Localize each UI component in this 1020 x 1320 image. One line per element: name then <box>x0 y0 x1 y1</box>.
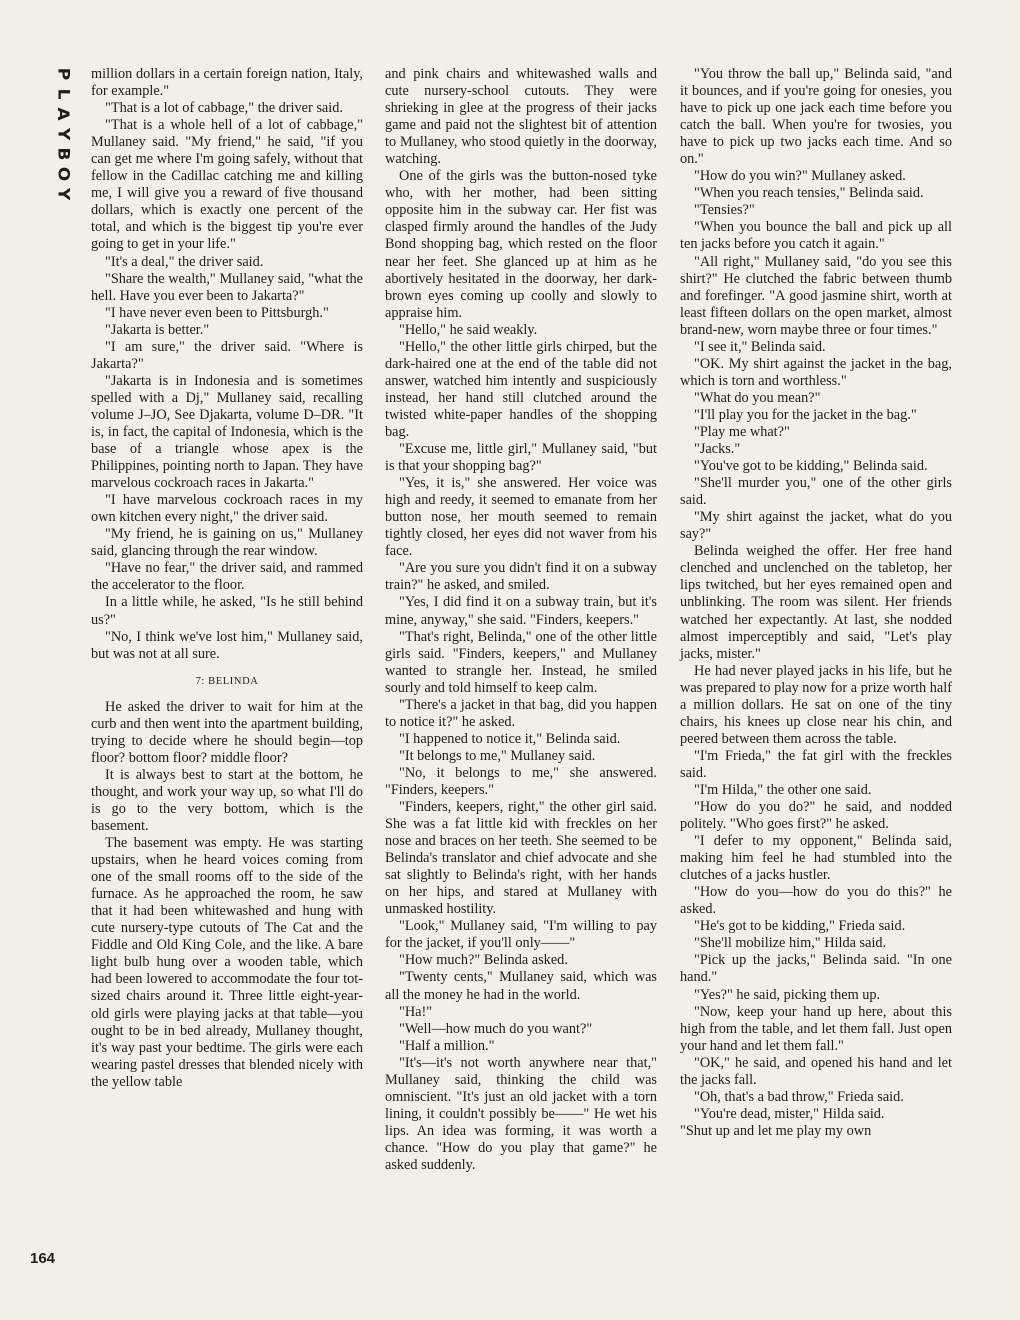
masthead-vertical <box>51 64 76 204</box>
paragraph: "Twenty cents," Mullaney said, which was all the money he had in the world. <box>385 969 657 1003</box>
masthead-letter: B <box>53 147 73 161</box>
masthead-letter: Y <box>53 127 73 141</box>
paragraph: "How do you do?" he said, and nodded politely. "Who goes first?" he asked. <box>680 799 952 833</box>
paragraph: "I have never even been to Pittsburgh." <box>105 304 329 321</box>
paragraph: "Shut up and let me play my own <box>680 1122 872 1139</box>
paragraph: "When you reach tensies," Belinda said. <box>694 185 924 202</box>
paragraph: He had never played jacks in his life, but he was prepared to play now for a prize worth half a million dollars. He sat on one of the tiny chairs, his knees up close near his chin, and peered between them across the table. <box>680 662 952 747</box>
masthead-letter: P <box>53 67 73 81</box>
paragraph: "She'll murder you," one of the other girls said. <box>680 475 952 509</box>
paragraph: "I see it," Belinda said. <box>694 338 826 355</box>
paragraph: "How much?" Belinda asked. <box>399 952 568 969</box>
paragraph: "I defer to my opponent," Belinda said, making him feel he had stumbled into the clutches of a jacks hustler. <box>680 833 952 884</box>
paragraph: "No, I think we've lost him," Mullaney said, but was not at all sure. <box>91 628 363 662</box>
paragraph: "All right," Mullaney said, "do you see this shirt?" He clutched the fabric between thumb and forefinger. "A good jasmine shirt, worth at least fifteen dollars on the open market, almost brand-new, worn maybe three or four times." <box>680 253 952 338</box>
paragraph: "You've got to be kidding," Belinda said. <box>694 458 928 475</box>
paragraph: "OK," he said, and opened his hand and let the jacks fall. <box>680 1054 952 1088</box>
paragraph: "Half a million." <box>399 1037 495 1054</box>
masthead-letter: L <box>53 88 73 100</box>
paragraph: The basement was empty. He was starting upstairs, when he heard voices coming from one of the small rooms off to the side of the furnace. As he approached the room, he saw that it had been whitewashed and hung with cute nursery-type cutouts of The Cat and the Fiddle and Old King Cole, and the like. A bare light bulb hung over a wooden table, which had been lowered to accommodate the four tot-sized chairs around it. Three little eight-year-old girls were playing jacks at that table—you ought to be in bed already, Mullaney thought, it's way past your bedtime. The girls were each wearing pastel dresses that blended nicely with the yellow table <box>91 835 363 1090</box>
paragraph: "Now, keep your hand up here, about this high from the table, and let them fall. Just open your hand and let them fall." <box>680 1003 952 1054</box>
paragraph: "Yes, I did find it on a subway train, but it's mine, anyway," she said. "Finders, keepers." <box>385 594 657 628</box>
paragraph: "There's a jacket in that bag, did you happen to notice it?" he asked. <box>385 696 657 730</box>
paragraph: "I happened to notice it," Belinda said. <box>399 730 621 747</box>
masthead-letter: Y <box>53 187 73 201</box>
paragraph: "How do you—how do you do this?" he asked. <box>680 884 952 918</box>
paragraph: "Well—how much do you want?" <box>399 1020 593 1037</box>
paragraph: "She'll mobilize him," Hilda said. <box>694 935 887 952</box>
paragraph: "That's right, Belinda," one of the other little girls said. "Finders, keepers," and Mullaney wanted to strangle her. Instead, he smiled sourly and told himself to keep calm. <box>385 628 657 696</box>
paragraph: "Yes, it is," she answered. Her voice was high and reedy, it seemed to emanate from her button nose, her mouth seemed to remain tightly closed, her eyes did not waver from his face. <box>385 475 657 560</box>
paragraph: "Are you sure you didn't find it on a subway train?" he asked, and smiled. <box>385 560 657 594</box>
paragraph: "Share the wealth," Mullaney said, "what the hell. Have you ever been to Jakarta?" <box>91 270 363 304</box>
paragraph: "Hello," he said weakly. <box>399 321 538 338</box>
paragraph: "I'll play you for the jacket in the bag." <box>694 406 917 423</box>
paragraph: "Pick up the jacks," Belinda said. "In one hand." <box>680 952 952 986</box>
masthead-letter: O <box>53 166 73 182</box>
paragraph: "Have no fear," the driver said, and rammed the accelerator to the floor. <box>91 560 363 594</box>
paragraph: One of the girls was the button-nosed tyke who, with her mother, had been sitting opposite him in the subway car. Her fist was clasped firmly around the handles of the Judy Bond shopping bag, which rested on the floor near her feet. She glanced up at him as he abortively hesitated in the doorway, her dark-brown eyes coming up coolly and slowly to appraise him. <box>385 168 657 321</box>
paragraph: "Play me what?" <box>694 423 790 440</box>
paragraph: "You throw the ball up," Belinda said, "and it bounces, and if you're going for onesies, you have to pick up one jack each time before you catch the ball. When you're for twosies, you have to pick up two jacks each time. And so on." <box>680 66 952 168</box>
paragraph: "Finders, keepers, right," the other girl said. She was a fat little kid with freckles on her nose and braces on her teeth. She seemed to be Belinda's translator and chief advocate and she sat slightly to Belinda's right, with her hands on her hips, and stared at Mullaney with unmasked hostility. <box>385 799 657 918</box>
paragraph: "OK. My shirt against the jacket in the bag, which is torn and worthless." <box>680 355 952 389</box>
paragraph: "It's—it's not worth anywhere near that," Mullaney said, thinking the child was omniscient. "It's just an old jacket with a torn lining, it couldn't possibly be——" He wet his lips. An idea was forming, it was worth a chance. "How do you play that game?" he asked suddenly. <box>385 1054 657 1173</box>
paragraph: "Jakarta is in Indonesia and is sometimes spelled with a Dj," Mullaney said, recalling volume J–JO, See Djakarta, volume D–DR. "It is, in fact, the capital of Indonesia, which is the base of a triangle whose apex is the Philippines, pointing north to Japan. They have marvelous cockroach races in Jakarta." <box>91 372 363 492</box>
paragraph: "My friend, he is gaining on us," Mullaney said, glancing through the rear window. <box>91 526 363 560</box>
section-heading: 7: BELINDA <box>195 675 259 687</box>
paragraph: "Excuse me, little girl," Mullaney said, "but is that your shopping bag?" <box>385 441 657 475</box>
masthead-letter: A <box>53 107 73 121</box>
paragraph: "I'm Hilda," the other one said. <box>694 781 872 798</box>
paragraph: "What do you mean?" <box>694 389 821 406</box>
paragraph: "How do you win?" Mullaney asked. <box>694 168 906 185</box>
paragraph: "Hello," the other little girls chirped, but the dark-haired one at the end of the table did not answer, watched him intently and suspiciously instead, her hand still clutched around the twisted white-paper handles of the shopping bag. <box>385 338 657 440</box>
paragraph: "You're dead, mister," Hilda said. <box>694 1105 885 1122</box>
paragraph: "I am sure," the driver said. "Where is Jakarta?" <box>91 338 363 372</box>
paragraph: "Jacks." <box>694 441 741 458</box>
paragraph: "Jakarta is better." <box>105 321 210 338</box>
paragraph: In a little while, he asked, "Is he still behind us?" <box>91 594 363 628</box>
paragraph: "My shirt against the jacket, what do you say?" <box>680 509 952 543</box>
paragraph: "No, it belongs to me," she answered. "Finders, keepers." <box>385 764 657 798</box>
paragraph: "Oh, that's a bad throw," Frieda said. <box>694 1088 904 1105</box>
paragraph: "It's a deal," the driver said. <box>105 253 264 270</box>
page-number: 164 <box>30 1250 56 1267</box>
paragraph: "Tensies?" <box>694 202 755 219</box>
paragraph: "That is a whole hell of a lot of cabbage," Mullaney said. "My friend," he said, "if you can get me where I'm going safely, without that fellow in the Cadillac catching me and killing me, I will give you a reward of five thousand dollars, which is exactly one percent of the total, and which is the biggest tip you're ever going to get in your life." <box>91 117 363 253</box>
text-column-1 <box>91 66 363 1091</box>
paragraph: "When you bounce the ball and pick up all ten jacks before you catch it again." <box>680 219 952 253</box>
paragraph: "Look," Mullaney said, "I'm willing to pay for the jacket, if you'll only——" <box>385 918 657 952</box>
paragraph: "He's got to be kidding," Frieda said. <box>694 918 906 935</box>
paragraph: "I'm Frieda," the fat girl with the freckles said. <box>680 747 952 781</box>
text-column-3 <box>680 66 952 1140</box>
paragraph: It is always best to start at the bottom, he thought, and work your way up, so what I'll do is go to the very bottom, which is the basement. <box>91 766 363 835</box>
paragraph: "It belongs to me," Mullaney said. <box>399 747 596 764</box>
paragraph: "That is a lot of cabbage," the driver said. <box>105 100 343 117</box>
text-column-2 <box>385 66 657 1174</box>
paragraph: "Ha!" <box>399 1003 433 1020</box>
paragraph: and pink chairs and whitewashed walls and cute nursery-school cutouts. They were shrieking in glee at the progress of their jacks game and paid not the slightest bit of attention to Mullaney, who stood quietly in the doorway, watching. <box>385 66 657 168</box>
paragraph: million dollars in a certain foreign nation, Italy, for example." <box>91 66 363 100</box>
paragraph: Belinda weighed the offer. Her free hand clenched and unclenched on the tabletop, her lips twitched, but her eyes remained open and unblinking. The room was silent. Her friends watched her expectantly. At last, she nodded almost imperceptibly and said, "Let's play jacks, mister." <box>680 543 952 662</box>
paragraph: He asked the driver to wait for him at the curb and then went into the apartment building, trying to decide where he should begin—top floor? bottom floor? middle floor? <box>91 698 363 766</box>
paragraph: "I have marvelous cockroach races in my own kitchen every night," the driver said. <box>91 492 363 526</box>
paragraph: "Yes?" he said, picking them up. <box>694 986 881 1003</box>
